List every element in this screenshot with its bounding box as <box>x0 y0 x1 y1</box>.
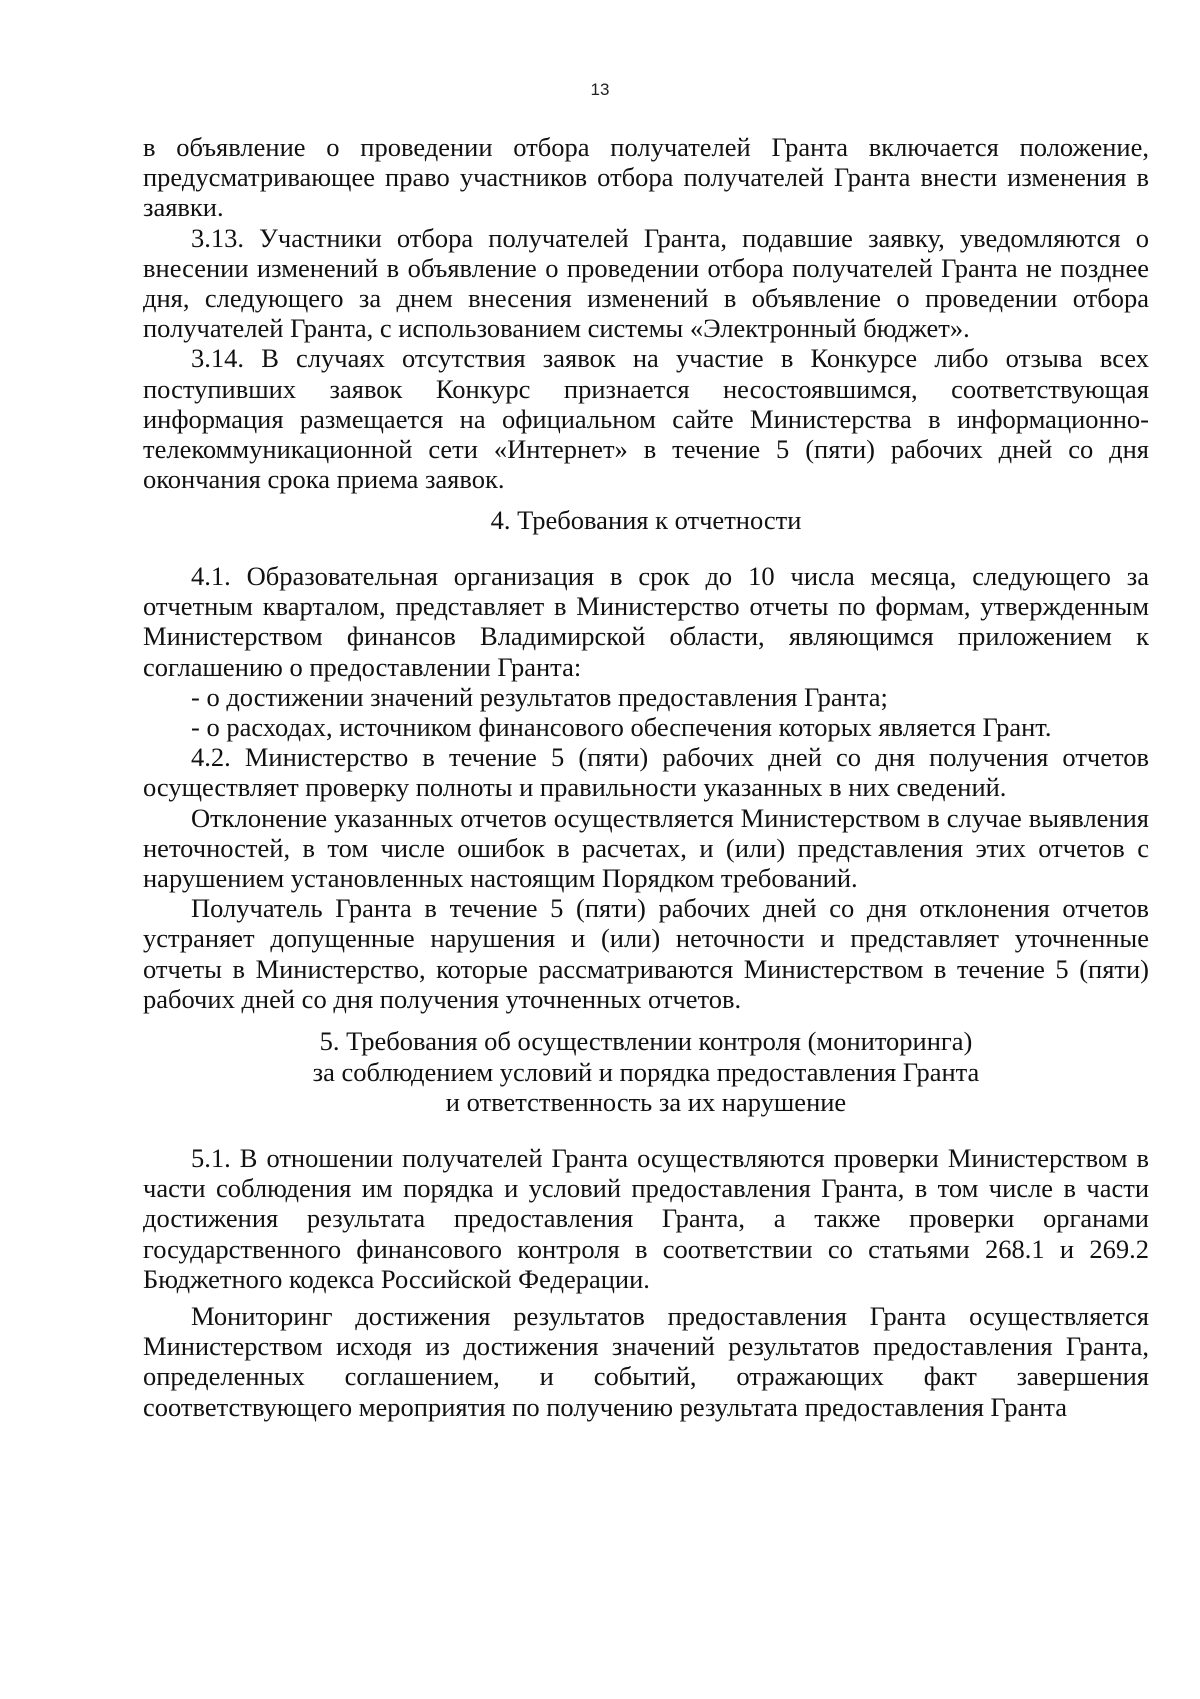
section-5-heading <box>143 1026 1149 1118</box>
page-number: 13 <box>590 80 610 99</box>
text-block-section-4 <box>143 561 1149 1014</box>
text-block-section-5 <box>143 1143 1149 1422</box>
paragraph-4-2: 4.2. Министерство в течение 5 (пяти) рабочих дней со дня получения отчетов осуществляет проверку полноты и правильности указанных в них сведений. <box>143 742 1149 803</box>
paragraph-recipient-correction: Получатель Гранта в течение 5 (пяти) рабочих дней со дня отклонения отчетов устраняет допущенные нарушения и (или) неточности и представляет уточненные отчеты в Министерство, которые рассматриваются Министерством в течение 5 (пяти) рабочих дней со дня получения уточненных отчетов. <box>143 893 1149 1014</box>
section-5-heading-line-2: за соблюдением условий и порядка предоставления Гранта <box>312 1056 980 1087</box>
paragraph-monitoring: Мониторинг достижения результатов предоставления Гранта осуществляется Министерством исходя из достижения значений результатов предоставления Гранта, определенных соглашением, и событий, отражающих факт завершения соответствующего мероприятия по получению результата предоставления Гранта <box>143 1301 1149 1422</box>
section-4-heading <box>143 505 1149 536</box>
text-block-section-3-end <box>143 132 1149 494</box>
paragraph-5-1: 5.1. В отношении получателей Гранта осуществляются проверки Министерством в части соблюдения им порядка и условий предоставления Гранта, в том числе в части достижения результата предоставления Гранта, а также проверки органами государственного финансового контроля в соответствии со статьями 268.1 и 269.2 Бюджетного кодекса Российской Федерации. <box>143 1143 1149 1294</box>
paragraph-continuation: в объявление о проведении отбора получателей Гранта включается положение, предусматривающее право участников отбора получателей Гранта внести изменения в заявки. <box>143 132 1149 223</box>
paragraph-rejection: Отклонение указанных отчетов осуществляется Министерством в случае выявления неточностей, в том числе ошибок в расчетах, и (или) представления этих отчетов с нарушением установленных настоящим Порядком требований. <box>143 802 1149 894</box>
paragraph-4-1: 4.1. Образовательная организация в срок до 10 числа месяца, следующего за отчетным кварталом, представляет в Министерство отчеты по формам, утвержденным Министерством финансов Владимирской области, являющимся приложением к соглашению о предоставлении Гранта: <box>143 561 1149 682</box>
list-item-results: - о достижении значений результатов предоставления Гранта; <box>191 681 888 712</box>
paragraph-3-13: 3.13. Участники отбора получателей Гранта, подавшие заявку, уведомляются о внесении изменений в объявление о проведении отбора получателей Гранта не позднее дня, следующего за днем внесения изменений в объявление о проведении отбора получателей Гранта, с использованием системы «Электронный бюджет». <box>143 222 1149 344</box>
section-4-heading-text: 4. Требования к отчетности <box>490 505 802 535</box>
list-item-expenses: - о расходах, источником финансового обеспечения которых является Грант. <box>191 712 1052 743</box>
section-5-heading-line-1: 5. Требования об осуществлении контроля (мониторинга) <box>319 1026 973 1056</box>
paragraph-3-14: 3.14. В случаях отсутствия заявок на участие в Конкурсе либо отзыва всех поступивших заявок Конкурс признается несостоявшимся, соответствующая информация размещается на официальном сайте Министерства в информационно-телекоммуникационной сети «Интернет» в течение 5 (пяти) рабочих дней со дня окончания срока приема заявок. <box>143 343 1149 495</box>
section-5-heading-line-3: и ответственность за их нарушение <box>445 1087 847 1117</box>
